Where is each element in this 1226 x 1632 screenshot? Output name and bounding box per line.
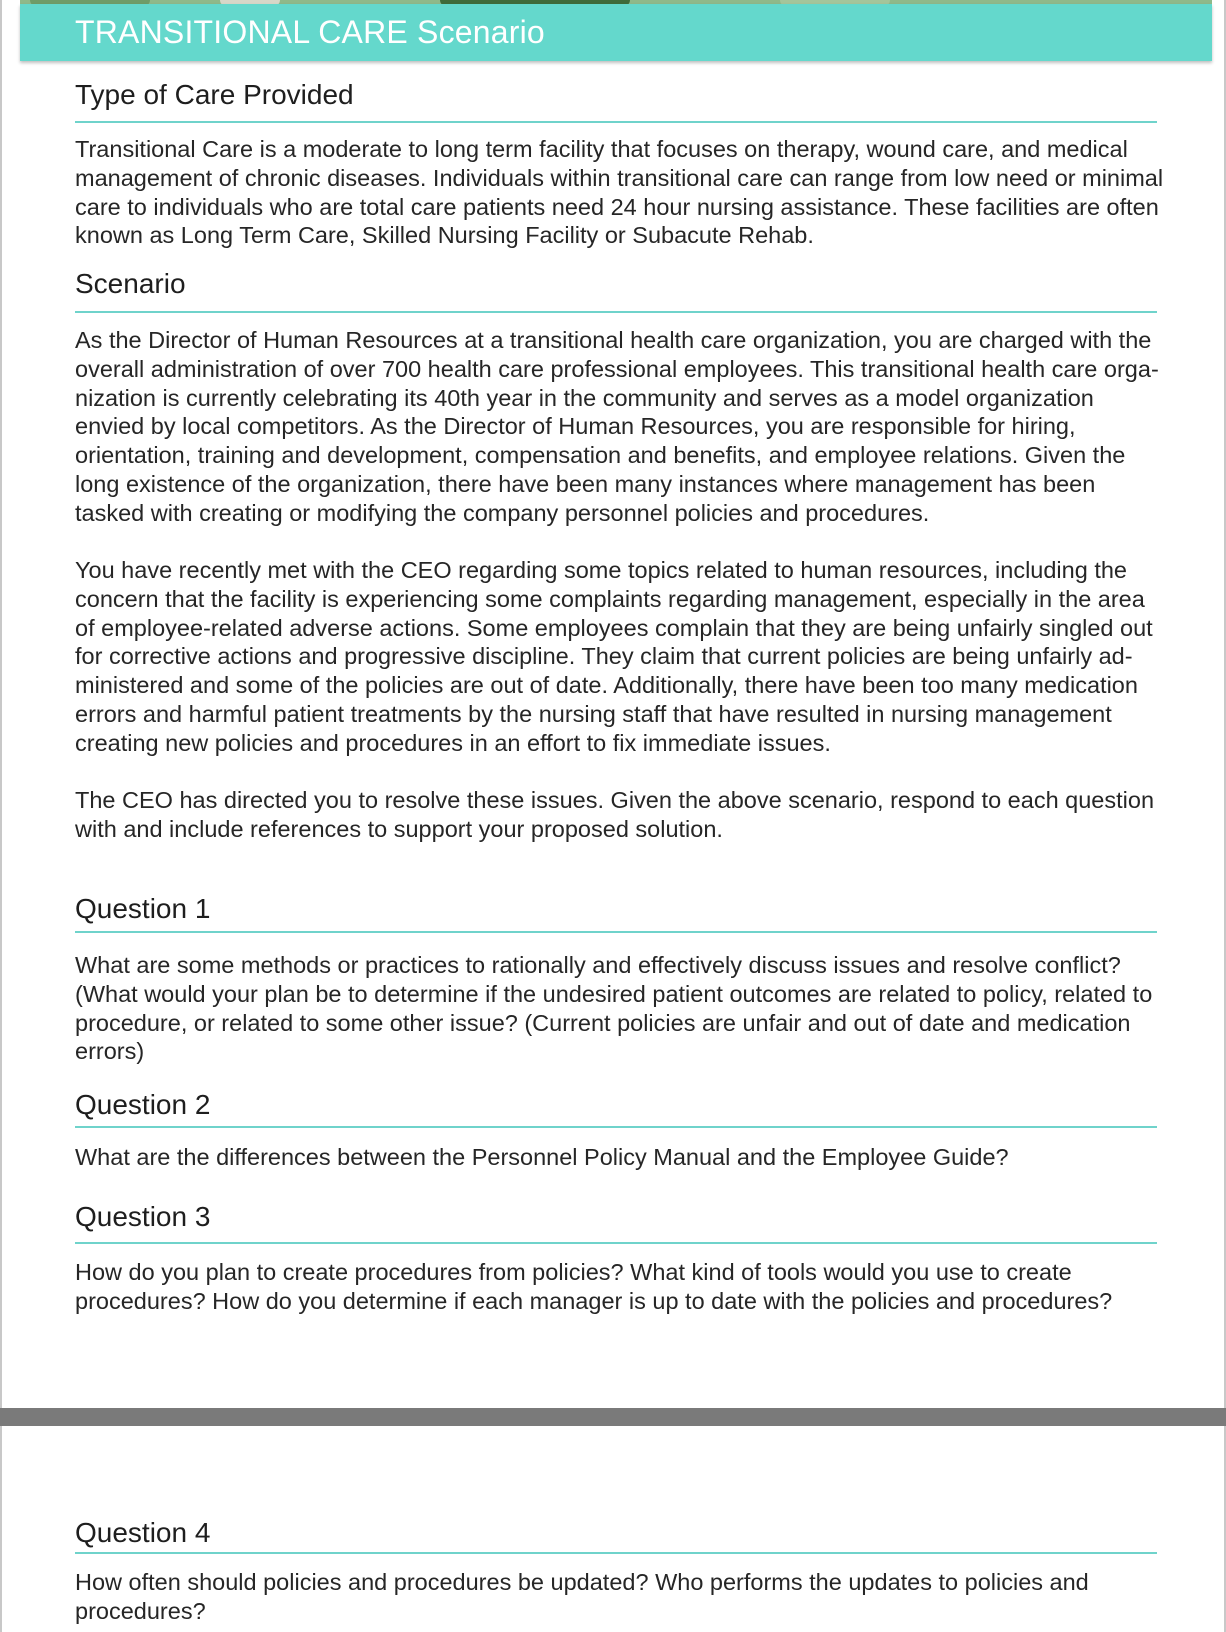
section-divider bbox=[75, 931, 1157, 933]
scenario-paragraph-3: The CEO has directed you to resolve these issues. Given the above scenario, respond to each question with and include references to support your proposed solution. bbox=[75, 787, 1155, 842]
section-divider bbox=[75, 1552, 1157, 1554]
section-heading-question-2: Question 2 bbox=[75, 1089, 211, 1120]
scenario-paragraph-1: As the Director of Human Resources at a transitional health care organization, you are charged with the overall administration of over 700 health care professional employees. This transitional health care orga-nization is currently celebrating its 40th year in the community and serves as a model organization envied by local competitors. As the Director of Human Resources, you are responsible for hiring, orientation, training and development, compensation and benefits, and employee relations. Given the long existence of the organization, there have been many instances where management has been tasked with creating or modifying the company personnel policies and procedures. bbox=[75, 327, 1159, 526]
section-heading-question-4: Question 4 bbox=[75, 1517, 211, 1548]
page-title: TRANSITIONAL CARE Scenario bbox=[75, 14, 545, 50]
question-2-text: What are the differences between the Personnel Policy Manual and the Employee Guide? bbox=[75, 1144, 1009, 1170]
section-divider bbox=[75, 311, 1157, 313]
question-4-text: How often should policies and procedures be updated? Who performs the updates to policies and procedures? bbox=[75, 1569, 1089, 1624]
section-divider bbox=[75, 1126, 1157, 1128]
section-heading-type-of-care: Type of Care Provided bbox=[75, 79, 354, 110]
title-banner bbox=[20, 4, 1212, 61]
section-divider bbox=[75, 121, 1157, 123]
section-heading-scenario: Scenario bbox=[75, 268, 186, 299]
type-of-care-text: Transitional Care is a moderate to long term facility that focuses on therapy, wound care, and medical management of chronic diseases. Individuals within transitional care can range from low need or minimal care to individuals who are total care patients need 24 hour nursing assistance. These facilities are often known as Long Term Care, Skilled Nursing Facility or Subacute Rehab. bbox=[75, 136, 1164, 249]
question-1-text: What are some methods or practices to rationally and effectively discuss issues and resolve conflict? (What would your plan be to determine if the undesired patient outcomes are related to policy, related to procedure, or related to some other issue? (Current policies are unfair and out of date and medication errors) bbox=[75, 952, 1153, 1065]
section-divider bbox=[75, 1242, 1157, 1244]
scenario-paragraph-2: You have recently met with the CEO regarding some topics related to human resources, including the concern that the facility is experiencing some complaints regarding management, especially in the area of employee-related adverse actions. Some employees complain that they are being unfairly singled out for corrective actions and progressive discipline. They claim that current policies are being unfairly ad-ministered and some of the policies are out of date. Additionally, there have been too many medication errors and harmful patient treatments by the nursing staff that have resulted in nursing management creating new policies and procedures in an effort to fix immediate issues. bbox=[75, 557, 1153, 756]
section-heading-question-3: Question 3 bbox=[75, 1201, 211, 1232]
question-3-text: How do you plan to create procedures from policies? What kind of tools would you use to create procedures? How do you determine if each manager is up to date with the policies and procedures? bbox=[75, 1259, 1113, 1314]
document-page-2 bbox=[0, 1426, 1226, 1632]
section-heading-question-1: Question 1 bbox=[75, 893, 211, 924]
page-separator bbox=[0, 1408, 1226, 1428]
